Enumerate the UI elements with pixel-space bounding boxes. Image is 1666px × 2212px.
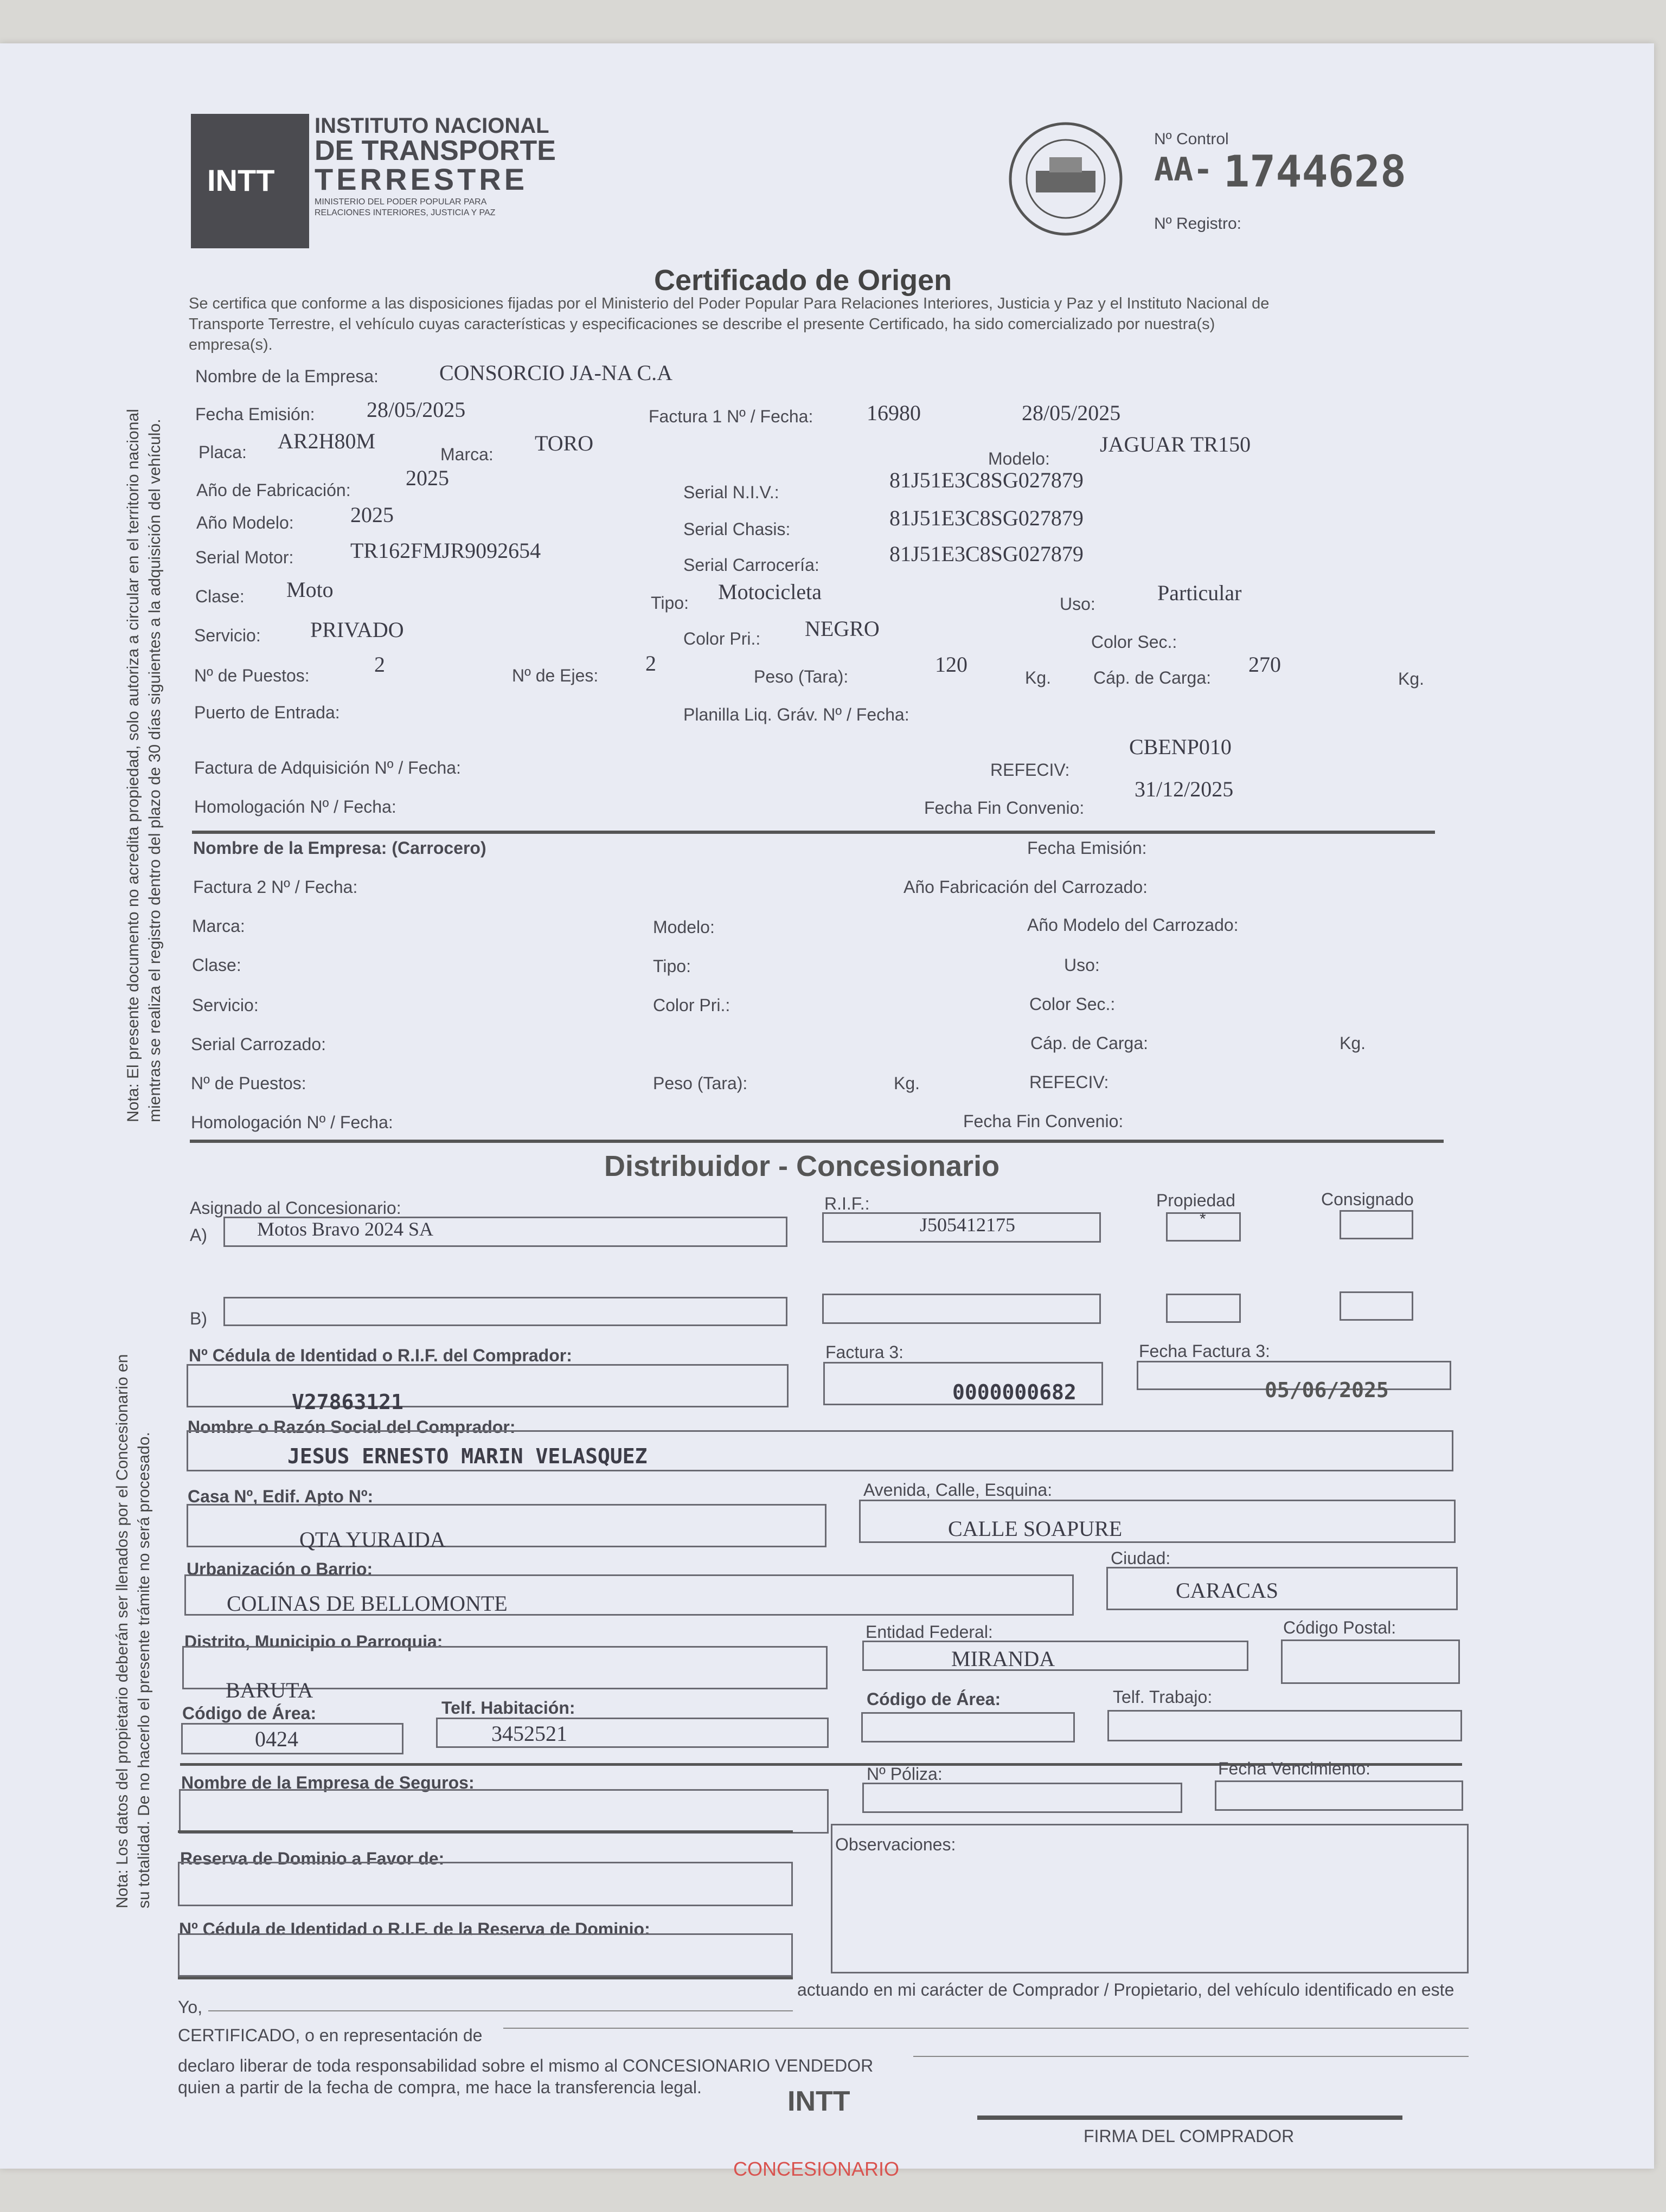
- color-sec-label: Color Sec.:: [1091, 632, 1177, 652]
- declaration-name-line[interactable]: [208, 2010, 793, 2011]
- carrocero-uso-label: Uso:: [1064, 955, 1100, 975]
- side-note-top: Nota: El presente documento no acredita propiedad, solo autoriza a circular en el territorio nacional mientras se realiza el registro dentro del plazo de 30 días siguientes a la adquisición del vehículo.: [124, 409, 164, 1122]
- refeciv-label: REFECIV:: [990, 760, 1070, 780]
- rif-b-field[interactable]: [822, 1294, 1101, 1324]
- cedula-label: Nº Cédula de Identidad o R.I.F. del Comprador:: [189, 1346, 572, 1365]
- declaration-line4: quien a partir de la fecha de compra, me hace la transferencia legal.: [178, 2078, 702, 2097]
- carrocero-carga-label: Cáp. de Carga:: [1030, 1033, 1149, 1053]
- reserva-field[interactable]: [178, 1862, 793, 1906]
- asignado-label: Asignado al Concesionario:: [190, 1198, 401, 1218]
- intro-line3: empresa(s).: [189, 336, 273, 353]
- factura1-number: 16980: [867, 401, 921, 425]
- cedula-value: V27863121: [292, 1390, 403, 1414]
- razon-label: Nombre o Razón Social del Comprador:: [188, 1417, 516, 1437]
- area2-label: Código de Área:: [867, 1689, 1001, 1709]
- placa-value: AR2H80M: [278, 429, 376, 453]
- postal-label: Código Postal:: [1283, 1618, 1396, 1637]
- peso-value: 120: [935, 652, 967, 677]
- telf-hab-label: Telf. Habitación:: [441, 1698, 575, 1718]
- tipo-value: Motocicleta: [718, 580, 822, 604]
- carrocero-clase-label: Clase:: [192, 955, 241, 975]
- ministry-line2: RELACIONES INTERIORES, JUSTICIA Y PAZ: [315, 208, 496, 217]
- consignado-b-checkbox[interactable]: [1340, 1291, 1413, 1321]
- casa-value: QTA YURAIDA: [299, 1527, 446, 1552]
- serial-niv-label: Serial N.I.V.:: [683, 483, 779, 502]
- control-label: Nº Control: [1154, 130, 1229, 148]
- vencimiento-label: Fecha Vencimiento:: [1218, 1759, 1371, 1778]
- org-name-line3: TERRESTRE: [315, 162, 528, 196]
- carrocero-peso-unit: Kg.: [894, 1073, 920, 1093]
- serial-chasis-value: 81J51E3C8SG027879: [889, 506, 1084, 530]
- poliza-label: Nº Póliza:: [867, 1764, 943, 1784]
- urbanizacion-value: COLINAS DE BELLOMONTE: [227, 1591, 508, 1616]
- reserva-label: Reserva de Dominio a Favor de:: [180, 1849, 445, 1868]
- servicio-value: PRIVADO: [310, 618, 404, 642]
- carrocero-color-sec-label: Color Sec.:: [1029, 994, 1116, 1014]
- vencimiento-field[interactable]: [1215, 1780, 1463, 1811]
- ministry-line1: MINISTERIO DEL PODER POPULAR PARA: [315, 197, 487, 207]
- carrocero-empresa-label: Nombre de la Empresa: (Carrocero): [193, 838, 486, 858]
- factura3-value: 0000000682: [952, 1380, 1077, 1404]
- entidad-label: Entidad Federal:: [866, 1622, 993, 1642]
- rif-label: R.I.F.:: [824, 1194, 870, 1213]
- ciudad-label: Ciudad:: [1111, 1548, 1171, 1568]
- placa-label: Placa:: [198, 442, 247, 462]
- footer-intt: INTT: [787, 2086, 850, 2117]
- observaciones-field[interactable]: [831, 1824, 1469, 1973]
- rif-a-value: J505412175: [920, 1214, 1016, 1236]
- poliza-field[interactable]: [862, 1783, 1182, 1813]
- signature-line[interactable]: [977, 2115, 1402, 2120]
- puestos-value: 2: [374, 652, 385, 677]
- puestos-label: Nº de Puestos:: [194, 666, 310, 685]
- distribuidor-title: Distribuidor - Concesionario: [604, 1150, 1000, 1182]
- clase-label: Clase:: [195, 587, 245, 606]
- row-a-label: A): [190, 1225, 207, 1245]
- avenida-value: CALLE SOAPURE: [948, 1516, 1123, 1541]
- homologacion-label: Homologación Nº / Fecha:: [194, 797, 396, 816]
- reserva-cedula-label: Nº Cédula de Identidad o R.I.F. de la Reserva de Dominio:: [179, 1919, 650, 1939]
- carrocero-puestos-label: Nº de Puestos:: [191, 1073, 306, 1093]
- empresa-label: Nombre de la Empresa:: [195, 366, 379, 386]
- serial-motor-value: TR162FMJR9092654: [350, 538, 541, 563]
- factura2-label: Factura 2 Nº / Fecha:: [193, 877, 358, 897]
- marca-value: TORO: [535, 431, 594, 455]
- declaration-tail-line[interactable]: [913, 2056, 1469, 2057]
- carrocero-fecha-emision-label: Fecha Emisión:: [1027, 838, 1147, 858]
- carrocero-modelo-label: Modelo:: [653, 917, 715, 937]
- anio-modelo-carrozado-label: Año Modelo del Carrozado:: [1027, 915, 1239, 935]
- intt-logo: [191, 114, 309, 248]
- color-pri-label: Color Pri.:: [683, 629, 761, 648]
- observaciones-label: Observaciones:: [835, 1835, 956, 1854]
- tipo-label: Tipo:: [651, 593, 689, 613]
- telf-hab-value: 3452521: [491, 1721, 567, 1746]
- section-divider-4: [178, 1830, 793, 1833]
- fecha-emision-value: 28/05/2025: [367, 397, 466, 422]
- modelo-label: Modelo:: [988, 449, 1050, 468]
- seguros-label: Nombre de la Empresa de Seguros:: [181, 1773, 475, 1792]
- anio-fab-label: Año de Fabricación:: [196, 480, 351, 500]
- postal-field[interactable]: [1281, 1639, 1460, 1684]
- side-note-bottom: Nota: Los datos del propietario deberán ser llenados por el Concesionario en su totalidad. De no hacerlo el presente trámite no será procesado.: [113, 1354, 153, 1908]
- factura-adq-label: Factura de Adquisición Nº / Fecha:: [194, 758, 461, 777]
- carga-unit: Kg.: [1398, 669, 1425, 689]
- area2-field[interactable]: [861, 1712, 1075, 1742]
- intro-line2: Transporte Terrestre, el vehículo cuyas características y especificaciones se describe el presente Certificado, ha sido comercializado por nuestra(s): [189, 316, 1215, 333]
- razon-value: JESUS ERNESTO MARIN VELASQUEZ: [287, 1444, 648, 1468]
- anio-modelo-label: Año Modelo:: [196, 513, 294, 532]
- avenida-label: Avenida, Calle, Esquina:: [863, 1480, 1053, 1500]
- telf-trab-field[interactable]: [1107, 1710, 1462, 1741]
- propiedad-label: Propiedad: [1156, 1191, 1235, 1210]
- declaration-line1: actuando en mi carácter de Comprador / Propietario, del vehículo identificado en este: [797, 1980, 1454, 1999]
- concesionario-b-field[interactable]: [223, 1297, 787, 1326]
- row-b-label: B): [190, 1309, 207, 1328]
- uso-label: Uso:: [1060, 594, 1095, 614]
- national-seal-icon: [998, 119, 1133, 239]
- serial-carroceria-value: 81J51E3C8SG027879: [889, 542, 1084, 566]
- propiedad-a-mark: *: [1200, 1210, 1206, 1228]
- fecha-factura3-value: 05/06/2025: [1265, 1378, 1389, 1402]
- uso-value: Particular: [1157, 581, 1242, 605]
- anio-modelo-value: 2025: [350, 503, 394, 527]
- casa-field[interactable]: [187, 1504, 826, 1547]
- declaration-line2: CERTIFICADO, o en representación de: [178, 2025, 483, 2045]
- entidad-field[interactable]: [862, 1641, 1248, 1671]
- carrocero-refeciv-label: REFECIV:: [1029, 1072, 1109, 1092]
- puerto-label: Puerto de Entrada:: [194, 703, 340, 722]
- declaration-line3: declaro liberar de toda responsabilidad sobre el mismo al CONCESIONARIO VENDEDOR: [178, 2056, 874, 2075]
- casa-label: Casa Nº, Edif. Apto Nº:: [188, 1487, 374, 1506]
- section-divider-2: [190, 1140, 1444, 1143]
- carrocero-homologacion-label: Homologación Nº / Fecha:: [191, 1113, 393, 1132]
- anio-fab-value: 2025: [406, 466, 449, 490]
- carrocero-color-pri-label: Color Pri.:: [653, 995, 731, 1015]
- factura3-label: Factura 3:: [825, 1342, 904, 1362]
- declaration-representation-line[interactable]: [503, 2028, 1469, 2029]
- logo-abbr: INTT: [207, 163, 275, 197]
- entidad-value: MIRANDA: [951, 1647, 1055, 1671]
- cedula-field[interactable]: [187, 1364, 789, 1407]
- ciudad-value: CARACAS: [1176, 1578, 1278, 1603]
- copy-label: CONCESIONARIO: [733, 2158, 900, 2180]
- certificate-sheet: [0, 43, 1654, 2180]
- fecha-emision-label: Fecha Emisión:: [195, 404, 315, 424]
- distrito-label: Distrito, Municipio o Parroquia:: [184, 1632, 443, 1651]
- org-name-line2: DE TRANSPORTE: [315, 135, 556, 166]
- planilla-label: Planilla Liq. Gráv. Nº / Fecha:: [683, 705, 909, 724]
- consignado-a-checkbox[interactable]: [1340, 1210, 1413, 1239]
- area1-value: 0424: [255, 1727, 298, 1751]
- area1-label: Código de Área:: [182, 1703, 317, 1723]
- peso-unit: Kg.: [1025, 668, 1052, 687]
- serial-carrozado-label: Serial Carrozado:: [191, 1034, 326, 1054]
- declaration-yo: Yo,: [178, 1997, 203, 2017]
- org-name-line1: INSTITUTO NACIONAL: [315, 114, 549, 138]
- carga-value: 270: [1248, 652, 1281, 677]
- fecha-fin-value: 31/12/2025: [1135, 777, 1234, 801]
- clase-value: Moto: [286, 577, 334, 602]
- carga-label: Cáp. de Carga:: [1093, 668, 1212, 687]
- urbanizacion-label: Urbanización o Barrio:: [187, 1559, 373, 1579]
- reserva-cedula-field[interactable]: [178, 1933, 793, 1977]
- carrocero-marca-label: Marca:: [192, 916, 245, 936]
- ejes-value: 2: [645, 651, 656, 676]
- anio-fab-carrozado-label: Año Fabricación del Carrozado:: [904, 877, 1148, 897]
- consignado-label: Consignado: [1321, 1189, 1414, 1209]
- fecha-fin-label: Fecha Fin Convenio:: [924, 798, 1085, 818]
- refeciv-value: CBENP010: [1129, 735, 1232, 759]
- document-title: Certificado de Origen: [654, 264, 952, 297]
- control-prefix: AA-: [1154, 151, 1213, 189]
- carrocero-tipo-label: Tipo:: [653, 956, 691, 976]
- registro-label: Nº Registro:: [1154, 215, 1242, 233]
- empresa-value: CONSORCIO JA-NA C.A: [439, 361, 673, 385]
- color-pri-value: NEGRO: [805, 616, 880, 641]
- factura1-date: 28/05/2025: [1022, 401, 1121, 425]
- serial-niv-value: 81J51E3C8SG027879: [889, 468, 1084, 492]
- carrocero-fecha-fin-label: Fecha Fin Convenio:: [963, 1111, 1124, 1131]
- servicio-label: Servicio:: [194, 626, 261, 645]
- carrocero-servicio-label: Servicio:: [192, 995, 259, 1015]
- concesionario-a-value: Motos Bravo 2024 SA: [257, 1218, 434, 1240]
- seguros-field[interactable]: [179, 1789, 829, 1834]
- factura1-label: Factura 1 Nº / Fecha:: [649, 407, 813, 426]
- distrito-value: BARUTA: [226, 1678, 313, 1702]
- serial-motor-label: Serial Motor:: [195, 548, 294, 567]
- marca-label: Marca:: [440, 445, 494, 464]
- fecha-factura3-label: Fecha Factura 3:: [1139, 1341, 1270, 1361]
- propiedad-b-checkbox[interactable]: [1166, 1294, 1241, 1323]
- firma-label: FIRMA DEL COMPRADOR: [1084, 2126, 1295, 2146]
- section-divider-1: [192, 831, 1435, 834]
- telf-trab-label: Telf. Trabajo:: [1113, 1687, 1213, 1707]
- serial-carroceria-label: Serial Carrocería:: [683, 555, 819, 575]
- section-divider-5: [178, 1977, 793, 1979]
- control-number: 1744628: [1223, 146, 1407, 197]
- ciudad-field[interactable]: [1106, 1567, 1458, 1610]
- intro-line1: Se certifica que conforme a las disposiciones fijadas por el Ministerio del Poder Popular Para Relaciones Interiores, Justicia y Paz y el Instituto Nacional de: [189, 295, 1270, 312]
- peso-label: Peso (Tara):: [754, 667, 849, 686]
- modelo-value: JAGUAR TR150: [1100, 432, 1251, 456]
- serial-chasis-label: Serial Chasis:: [683, 519, 791, 539]
- carrocero-peso-label: Peso (Tara):: [653, 1073, 748, 1093]
- ejes-label: Nº de Ejes:: [512, 666, 599, 685]
- carrocero-carga-unit: Kg.: [1340, 1033, 1366, 1053]
